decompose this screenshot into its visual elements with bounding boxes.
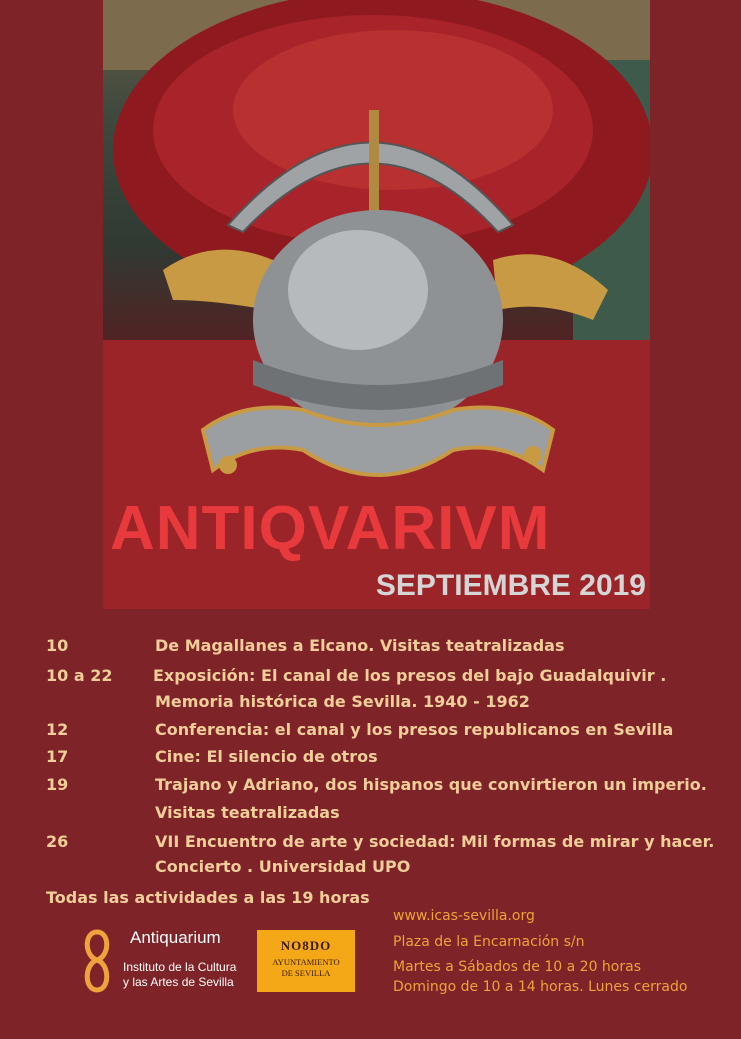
ayuntamiento-logo <box>257 930 355 992</box>
event-title: VII Encuentro de arte y sociedad: Mil formas de mirar y hacer. <box>155 832 715 851</box>
event-date: 17 <box>46 747 69 766</box>
event-title: Trajano y Adriano, dos hispanos que convirtieron un imperio. <box>155 775 707 794</box>
no8do-emblem: NO8DO <box>280 938 332 953</box>
logo-name: Antiquarium <box>130 928 221 947</box>
poster-title: ANTIQVARIVM <box>110 494 551 563</box>
event-date: 19 <box>46 775 69 794</box>
poster-subtitle: SEPTIEMBRE 2019 <box>375 569 646 602</box>
logo-subtitle-line1: Instituto de la Cultura <box>123 960 237 974</box>
event-title-line2: Concierto . Universidad UPO <box>155 857 411 876</box>
event-title: Exposición: El canal de los presos del bajo Guadalquivir . <box>153 666 667 685</box>
event-date: 10 <box>46 636 69 655</box>
address: Plaza de la Encarnación s/n <box>393 934 585 950</box>
event-title: Conferencia: el canal y los presos republicanos en Sevilla <box>155 720 674 739</box>
event-title: Cine: El silencio de otros <box>155 747 378 766</box>
logo-subtitle <box>123 960 268 990</box>
ayuntamiento-line1: AYUNTAMIENTO <box>272 957 340 967</box>
event-title-line2: Memoria histórica de Sevilla. 1940 - 1962 <box>155 692 530 711</box>
schedule-note: Todas las actividades a las 19 horas <box>46 888 370 907</box>
event-date: 10 a 22 <box>46 666 113 685</box>
website-link[interactable]: www.icas-sevilla.org <box>393 908 535 924</box>
logo-subtitle-line2: y las Artes de Sevilla <box>123 975 234 989</box>
ayuntamiento-line2: DE SEVILLA <box>281 968 331 978</box>
event-date: 12 <box>46 720 69 739</box>
event-title-line2: Visitas teatralizadas <box>155 803 340 822</box>
opening-hours: Martes a Sábados de 10 a 20 horas <box>393 959 641 975</box>
opening-hours-sunday: Domingo de 10 a 14 horas. Lunes cerrado <box>393 979 688 995</box>
antiquarium-logo-icon <box>80 928 114 994</box>
event-date: 26 <box>46 832 69 851</box>
event-title: De Magallanes a Elcano. Visitas teatralizadas <box>155 636 565 655</box>
